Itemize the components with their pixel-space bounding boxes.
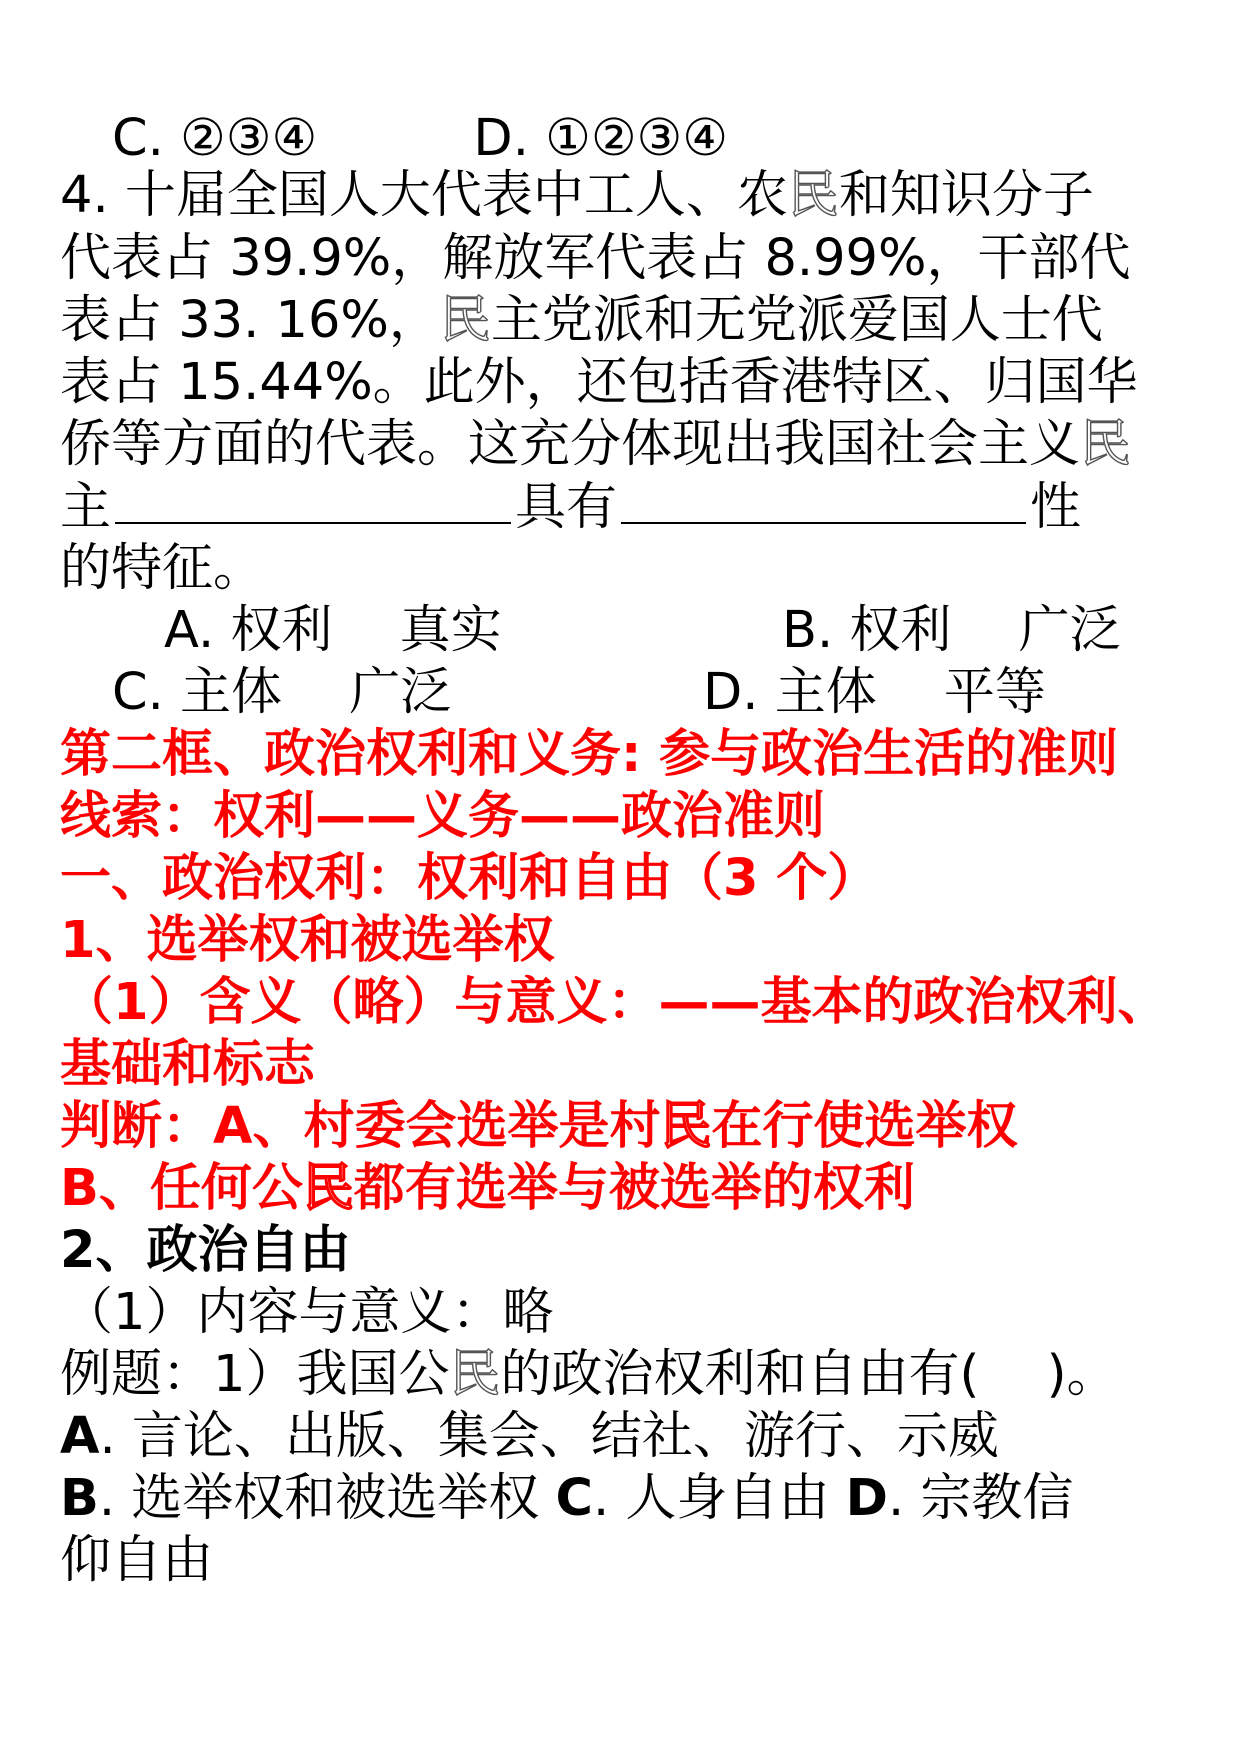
item-1-meaning: （1）含义（略）与意义：——基本的政治权利、: [62, 973, 1169, 1032]
judge-a: 判断：A、村委会选举是村民在行使选举权: [60, 1097, 1018, 1156]
q4-line-4: 表占 15.44%。此外，还包括香港特区、归国华: [60, 353, 1138, 412]
hollow-char: 民: [449, 1345, 501, 1404]
item-1-meaning-cont: 基础和标志: [60, 1035, 316, 1094]
hollow-char: 民: [439, 291, 491, 350]
q4-options-ab: [60, 600, 1121, 662]
q4-options-cd: [60, 662, 1046, 724]
example-option-d-cont: 仰自由: [60, 1531, 214, 1590]
q4-line-7: 的特征。: [60, 539, 265, 598]
subsection-1: 一、政治权利：权利和自由（3 个）: [60, 849, 879, 908]
q4-line-3: 表占 33. 16%，民主党派和无党派爱国人士代: [60, 291, 1103, 350]
q3-option-c: C. ②③④: [112, 109, 318, 168]
answer-blank-1: [115, 476, 511, 524]
item-2: 2、政治自由: [60, 1221, 351, 1280]
hollow-char: 民: [787, 166, 839, 225]
q4-option-b: B. 权利 广泛: [782, 601, 1121, 660]
q4-line-6: 主 具有 性: [60, 478, 1082, 537]
hollow-char: 民: [302, 1159, 354, 1218]
hollow-char: 民: [1080, 415, 1132, 474]
example-question: 例题：1）我国公民的政治权利和自由有( )。: [60, 1345, 1118, 1404]
section-title: 第二框、政治权利和义务: 参与政治生活的准则: [60, 725, 1119, 784]
example-options-bcd: B. 选举权和被选举权 C. 人身自由 D. 宗教信: [60, 1469, 1074, 1528]
q3-option-d: D. ①②③④: [473, 109, 728, 168]
q4-line-2: 代表占 39.9%，解放军代表占 8.99%，干部代: [60, 229, 1131, 288]
section-clue: 线索：权利——义务——政治准则: [60, 787, 826, 846]
judge-b: B、任何公民都有选举与被选举的权利: [60, 1159, 915, 1218]
q4-line-5: 侨等方面的代表。这充分体现出我国社会主义民: [60, 415, 1132, 474]
q4-option-c: C. 主体 广泛: [112, 663, 452, 722]
q4-option-d: D. 主体 平等: [703, 663, 1046, 722]
answer-blank-2: [621, 476, 1026, 524]
hollow-char: 民: [660, 1097, 712, 1156]
item-1: 1、选举权和被选举权: [60, 911, 555, 970]
q4-option-a: A. 权利 真实: [164, 601, 502, 660]
q3-options: [60, 108, 728, 170]
q4-line-1: 4. 十届全国人大代表中工人、农民和知识分子: [60, 166, 1094, 225]
item-2-content: （1）内容与意义：略: [62, 1283, 554, 1342]
example-option-a: A. 言论、出版、集会、结社、游行、示威: [60, 1407, 999, 1466]
